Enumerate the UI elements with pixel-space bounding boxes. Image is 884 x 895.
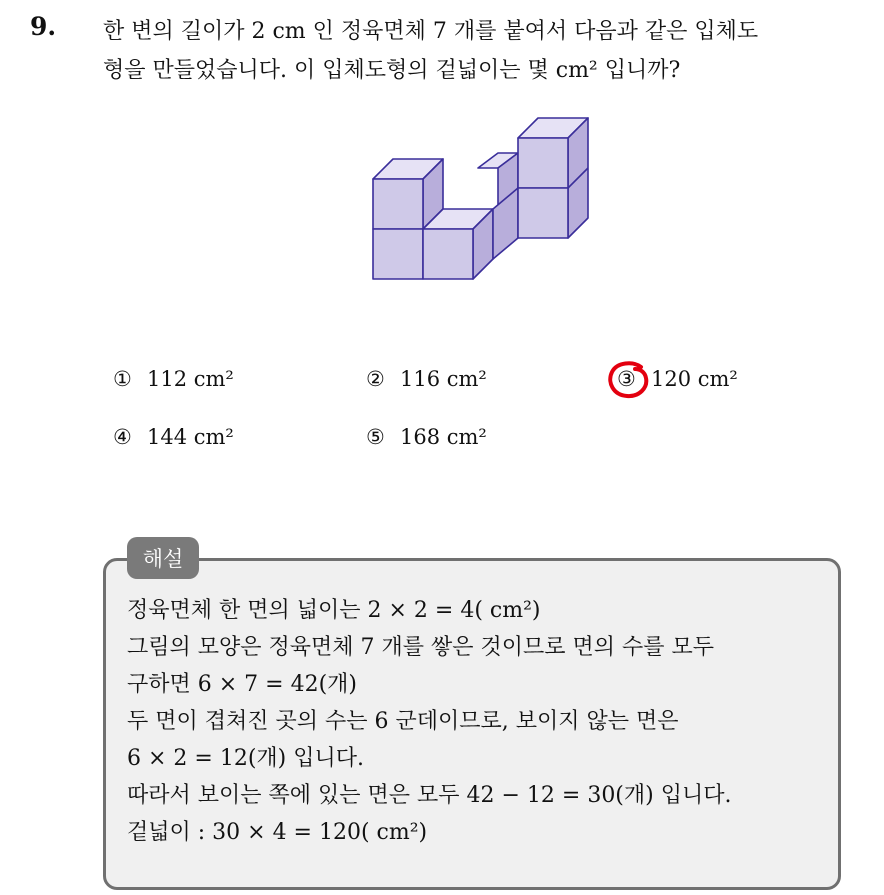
choice-3-number: ③ (617, 367, 636, 391)
choice-2-value: 116 cm² (400, 367, 487, 391)
choice-3-value: 120 cm² (651, 367, 738, 391)
choice-2-number: ② (366, 367, 385, 391)
choice-2[interactable] (366, 367, 487, 391)
solution-line: 6 × 2 = 12(개) 입니다. (127, 746, 364, 771)
solution-line: 겉넓이 : 30 × 4 = 120( cm²) (127, 820, 428, 845)
solution-line: 따라서 보이는 쪽에 있는 면은 모두 42 − 12 = 30(개) 입니다. (127, 783, 732, 808)
choice-4-number: ④ (113, 425, 132, 449)
cube-connector-side (493, 188, 518, 259)
solution-tab: 해설 (127, 537, 199, 579)
cube-right-upper-front (518, 138, 568, 188)
cube-solid-figure (366, 110, 598, 286)
solution-line: 그림의 모양은 정육면체 7 개를 쌓은 것이므로 면의 수를 모두 (127, 635, 714, 660)
choice-5-value: 168 cm² (400, 425, 487, 449)
question-line-1: 한 변의 길이가 2 cm 인 정육면체 7 개를 붙여서 다음과 같은 입체도 (103, 19, 759, 44)
choice-4-value: 144 cm² (147, 425, 234, 449)
choice-4[interactable] (113, 425, 234, 449)
solution-line: 두 면이 겹쳐진 곳의 수는 6 군데이므로, 보이지 않는 면은 (127, 709, 679, 734)
solution-line: 정육면체 한 면의 넓이는 2 × 2 = 4( cm²) (127, 598, 541, 623)
cube-right-lower-front (518, 188, 568, 238)
cube-left-upper-front (373, 179, 423, 229)
cube-mid-front (423, 229, 473, 279)
choice-1[interactable] (113, 367, 234, 391)
solution-line: 구하면 6 × 7 = 42(개) (127, 672, 357, 697)
solution-text (127, 592, 731, 851)
question-line-2: 형을 만들었습니다. 이 입체도형의 겉넓이는 몇 cm² 입니까? (103, 58, 681, 83)
answer-circle-mark (607, 360, 651, 400)
choice-1-number: ① (113, 367, 132, 391)
question-text (103, 12, 873, 90)
choice-1-value: 112 cm² (147, 367, 234, 391)
cube-left-lower-front (373, 229, 423, 279)
choice-5-number: ⑤ (366, 425, 385, 449)
question-number: 9. (30, 12, 57, 41)
choice-5[interactable] (366, 425, 487, 449)
